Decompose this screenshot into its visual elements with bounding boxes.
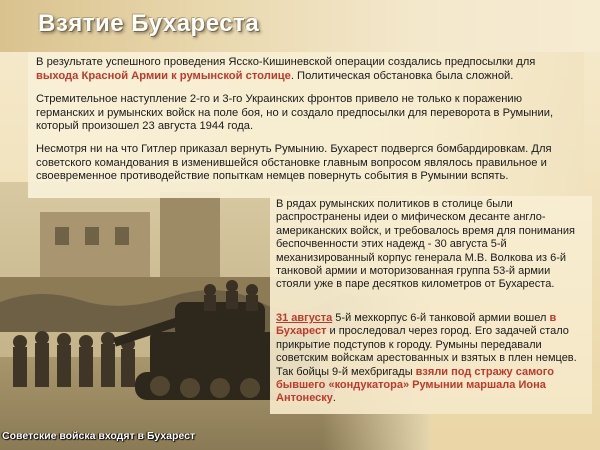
r2-part3: . [332, 392, 336, 405]
photo-caption: Советские войска входят в Бухарест [2, 430, 196, 442]
paragraph-romanian-politics: В рядах румынских политиков в столице были распространены идеи о мифическом десанте англо-американских войск, и требовалось время для понимания беспочвенности этих надежд - 30 августа 5-й механизированный корпус генерала М.В. Волкова из 6-й танковой армии и моторизованная группа 53-й армии стояли уже в паре десятков километров от Бухареста. [276, 198, 575, 291]
p1-text-before: В результате успешного проведения Ясско-Кишиневской операции создались предпосылки для [36, 56, 536, 68]
p1-text-after: . Политическая обстановка была сложной. [290, 69, 514, 82]
date-highlight: 31 августа [276, 312, 333, 324]
paragraph-offensive: Стремительное наступление 2-го и 3-го Украинских фронтов привело не только к поражению германских и румынских войск на поле боя, но и создало предпосылки для переворота в Румынии, который произошел 23 августа 1944 года. [36, 93, 554, 133]
paragraph-prerequisites [36, 56, 576, 83]
paragraph-hitler-order: Несмотря ни на что Гитлер приказал вернуть Румынию. Бухарест подвергся бомбардировкам. Для советского командования в изменившейся обстановке главным вопросом являлось правильное и своевременное противодействие попыткам немцев повернуть события в Румынии вспять. [36, 143, 552, 183]
paragraph-august-31 [276, 312, 580, 406]
r2-highlight-antonescu: взяли под стражу самого бывшего «кондукатора» Румынии маршала Иона Антонеску [276, 365, 554, 405]
r2-part1: 5-й мехкорпус 6-й танковой армии вошел [332, 312, 550, 324]
r2-highlight-bucharest: в Бухарест [276, 312, 557, 338]
r2-part2: и проследовал через город. Его задачей стало прикрытие подступов к городу. Румыны передавали советским войскам арестованных и взятых в плен немцев. Так бойцы 9-й мехбригады [276, 325, 577, 378]
slide-title: Взятие Бухареста [38, 10, 260, 37]
p1-highlight: выхода Красной Армии к румынской столице [36, 69, 291, 82]
